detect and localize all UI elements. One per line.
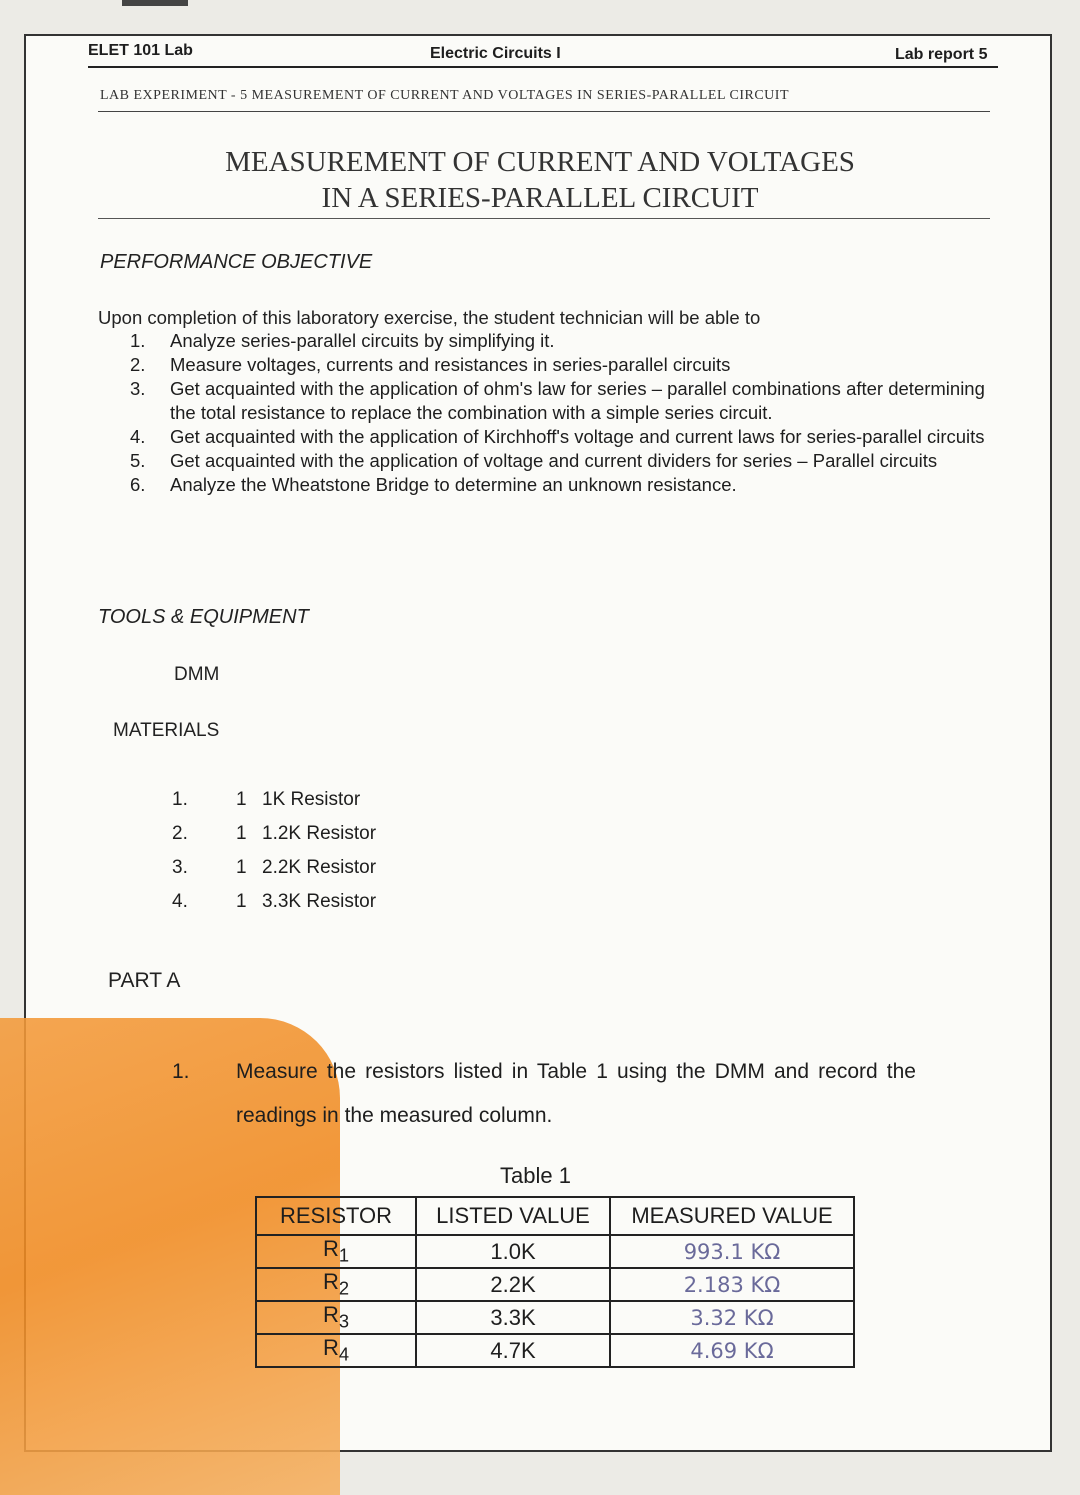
- tools-item: DMM: [174, 664, 220, 685]
- resistor-cell: $R_1$: [256, 1235, 416, 1268]
- objective-heading: PERFORMANCE OBJECTIVE: [100, 251, 373, 273]
- list-item: 6. Analyze the Wheatstone Bridge to determine an unknown resistance.: [130, 474, 737, 495]
- col-header-measured: MEASURED VALUE: [610, 1197, 854, 1235]
- list-item: 4. Get acquainted with the application of Kirchhoff's voltage and current laws for series-parallel circuits: [130, 426, 985, 447]
- list-item: 3. Get acquainted with the application of ohm's law for series – parallel combinations after determining the total resistance to replace the combination with a simple series circuit.: [130, 378, 985, 423]
- table-caption: Table 1: [500, 1163, 571, 1188]
- col-header-resistor: RESISTOR: [256, 1197, 416, 1235]
- header-course: ELET 101 Lab: [88, 42, 193, 59]
- tools-heading: TOOLS & EQUIPMENT: [98, 606, 309, 628]
- list-item: 2. Measure voltages, currents and resistances in series-parallel circuits: [130, 354, 731, 375]
- header-report: Lab report 5: [895, 46, 988, 63]
- table-row: [256, 1235, 854, 1268]
- resistor-cell: $R_2$: [256, 1268, 416, 1301]
- measured-cell: 4.69 KΩ: [610, 1334, 854, 1367]
- part-a-heading: PART A: [108, 969, 181, 992]
- top-edge-mark: [122, 0, 188, 6]
- objective-list: [130, 329, 985, 497]
- header-rule: [88, 66, 998, 68]
- resistor-cell: $R_3$: [256, 1301, 416, 1334]
- resistor-cell: $R_4$: [256, 1334, 416, 1367]
- step-text: Measure the resistors listed in Table 1 using the DMM and record the readings in the measured column.: [236, 1060, 916, 1127]
- list-item: 5. Get acquainted with the application of voltage and current dividers for series – Parallel circuits: [130, 450, 938, 471]
- title-line-1: MEASUREMENT OF CURRENT AND VOLTAGES: [225, 146, 855, 178]
- measured-cell: 3.32 KΩ: [610, 1301, 854, 1334]
- header-subject: Electric Circuits I: [430, 45, 561, 62]
- subtitle-rule: [98, 111, 990, 112]
- objective-intro: Upon completion of this laboratory exercise, the student technician will be able to: [98, 307, 761, 328]
- experiment-subtitle: LAB EXPERIMENT - 5 MEASUREMENT OF CURRENT AND VOLTAGES IN SERIES-PARALLEL CIRCUIT: [100, 88, 789, 103]
- listed-cell: 4.7K: [416, 1334, 610, 1367]
- listed-cell: 1.0K: [416, 1235, 610, 1268]
- measured-cell: 993.1 KΩ: [610, 1235, 854, 1268]
- col-header-listed: LISTED VALUE: [416, 1197, 610, 1235]
- listed-cell: 3.3K: [416, 1301, 610, 1334]
- table-header-row: [256, 1197, 854, 1235]
- listed-cell: 2.2K: [416, 1268, 610, 1301]
- page-title: [100, 144, 980, 216]
- measured-cell: 2.183 KΩ: [610, 1268, 854, 1301]
- step-number: 1.: [172, 1060, 190, 1083]
- resistor-table: [255, 1196, 855, 1368]
- materials-heading: MATERIALS: [113, 720, 220, 741]
- table-row: [256, 1301, 854, 1334]
- title-line-2: IN A SERIES-PARALLEL CIRCUIT: [321, 182, 759, 214]
- list-item: 1. Analyze series-parallel circuits by simplifying it.: [130, 330, 555, 351]
- table-row: [256, 1334, 854, 1367]
- title-rule: [98, 218, 990, 219]
- table-row: [256, 1268, 854, 1301]
